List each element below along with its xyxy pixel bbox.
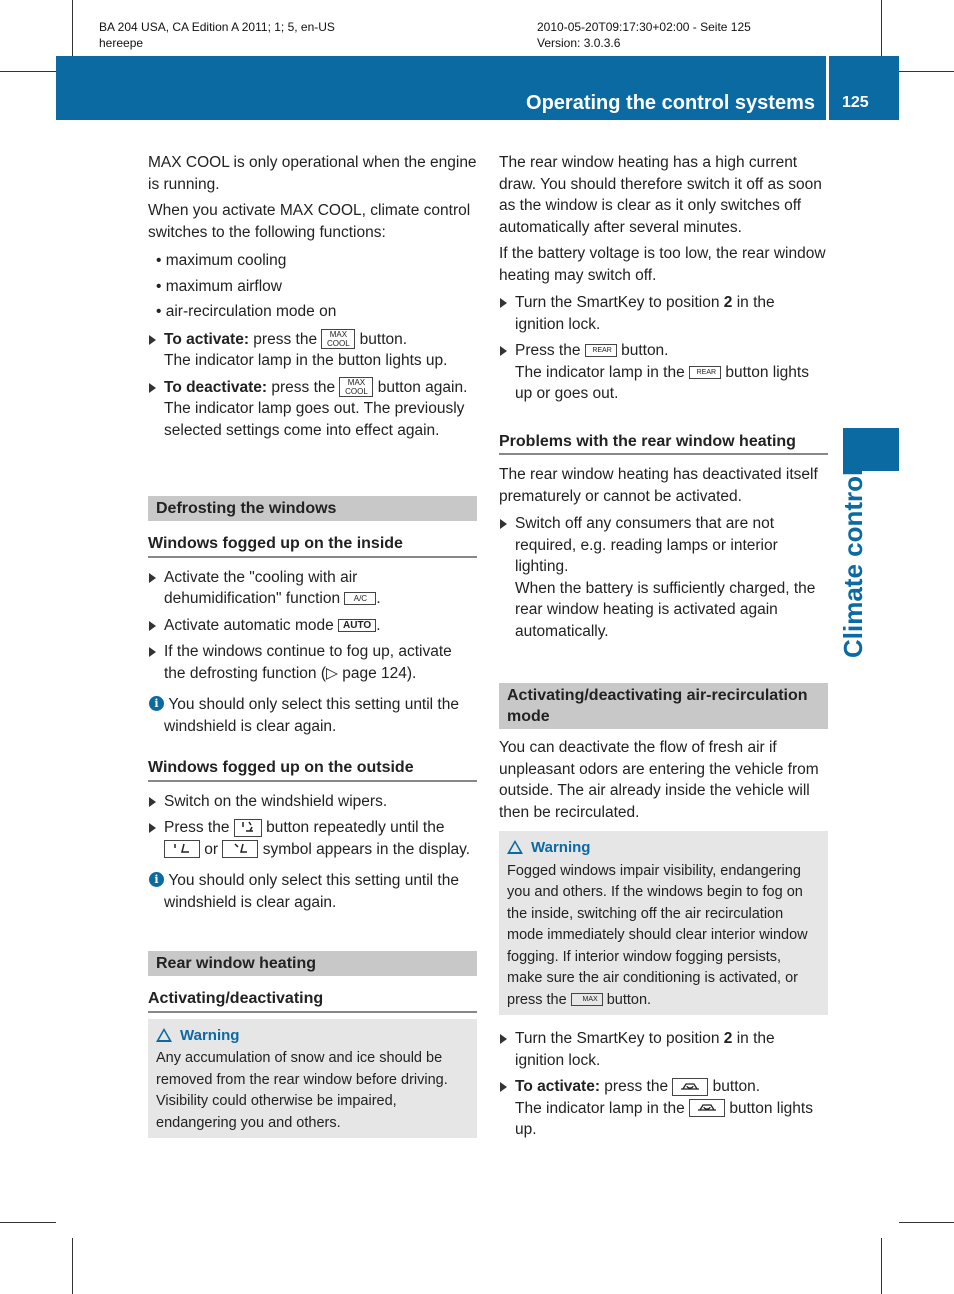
- recirculation-glyph: [696, 1101, 718, 1113]
- print-meta-right: [537, 19, 751, 51]
- subheading-problems: Problems with the rear window heating: [499, 431, 828, 456]
- list-item-text: maximum cooling: [165, 252, 287, 269]
- right-column: [499, 152, 828, 1146]
- step-text: Activate the "cooling with air dehumidification" function: [164, 568, 358, 607]
- meta-right-line2: Version: 3.0.3.6: [537, 36, 621, 50]
- subheading-activating: Activating/deactivating: [148, 988, 477, 1013]
- airflow-windshield-icon: [164, 840, 200, 858]
- list-item-text: maximum airflow: [165, 277, 282, 295]
- step-text: press the: [267, 378, 340, 396]
- crop-mark: [899, 71, 954, 72]
- info-note: [148, 694, 477, 737]
- list-item-text: air-recirculation mode on: [165, 303, 337, 320]
- warning-icon: [156, 1028, 172, 1042]
- info-icon: i: [149, 696, 164, 711]
- warning-title: Warning: [531, 839, 591, 856]
- step: [499, 292, 828, 335]
- paragraph: The rear window heating has a high current draw. You should therefore switch it off as soon as the window is clear as it only switches off automatically after several minutes.: [499, 154, 822, 236]
- step-label: To activate:: [164, 330, 249, 348]
- step-text: Turn the SmartKey to position: [515, 1030, 724, 1047]
- meta-left-line1: BA 204 USA, CA Edition A 2011; 1; 5, en-US: [99, 20, 335, 34]
- step: [148, 817, 477, 860]
- step-text: Switch on the windshield wipers.: [164, 792, 388, 810]
- max-cool-key-icon: MAX COOL: [339, 377, 373, 397]
- step-text: Press the: [164, 819, 234, 836]
- max-cool-key-icon: MAX COOL: [321, 329, 355, 349]
- crop-mark: [881, 0, 882, 56]
- subheading-inside: Windows fogged up on the inside: [148, 533, 477, 558]
- step-result: When the battery is sufficiently charged, the rear window heating is activated again automatically.: [515, 579, 816, 640]
- step: [148, 641, 477, 684]
- left-column: [148, 152, 477, 1138]
- step-text: button.: [355, 330, 408, 348]
- step-text: symbol appears in the display.: [258, 840, 471, 858]
- list-item: • air-recirculation mode on: [156, 303, 337, 320]
- page-title: Operating the control systems: [526, 92, 815, 114]
- section-heading-defrosting: Defrosting the windows: [148, 496, 477, 521]
- header-divider: [826, 56, 829, 120]
- airflow-glyph: [230, 842, 250, 854]
- step-text: button.: [708, 1078, 761, 1095]
- airflow-windshield-footwell-icon: [222, 840, 258, 858]
- header-bar: [56, 56, 899, 120]
- recirculation-key-icon: [689, 1099, 725, 1117]
- warning-title: Warning: [180, 1026, 240, 1044]
- step-activate: [148, 329, 477, 372]
- recirculation-glyph: [679, 1080, 701, 1092]
- air-distribution-key-icon: [234, 819, 262, 837]
- step-label: To activate:: [515, 1078, 600, 1095]
- warning-text: [507, 861, 820, 1012]
- info-text: You should only select this setting until the windshield is clear again.: [164, 696, 459, 735]
- paragraph: The rear window heating has deactivated itself prematurely or cannot be activated.: [499, 466, 818, 505]
- paragraph: If the battery voltage is too low, the rear window heating may switch off.: [499, 245, 826, 284]
- chapter-label: Climate control: [838, 468, 868, 658]
- crop-mark: [72, 1238, 73, 1294]
- step-result: button lights up.: [515, 1099, 813, 1138]
- step-label: To deactivate:: [164, 378, 268, 396]
- paragraph: When you activate MAX COOL, climate control switches to the following functions:: [148, 202, 471, 241]
- step-text: Switch off any consumers that are not required, e.g. reading lamps or interior lighting.: [515, 515, 778, 575]
- crop-mark: [0, 71, 56, 72]
- chapter-tab: [843, 428, 899, 471]
- step-deactivate: [148, 377, 477, 442]
- step: [499, 340, 828, 405]
- warning-heading: [507, 837, 820, 859]
- step-text: If the windows continue to fog up, activate the defrosting function (▷ page 124).: [164, 643, 452, 682]
- recirculation-key-icon: [672, 1078, 708, 1096]
- step-result: The indicator lamp in the: [515, 1099, 690, 1117]
- air-distribution-glyph: [240, 821, 256, 833]
- warning-text-part: button.: [602, 991, 652, 1008]
- step-text: Activate automatic mode: [164, 616, 339, 634]
- step-text: .: [376, 616, 381, 634]
- section-heading-rear-window: Rear window heating: [148, 951, 477, 976]
- step: [148, 567, 477, 610]
- step-result: The indicator lamp in the button lights up.: [164, 352, 448, 369]
- step: [148, 615, 477, 637]
- step-result: button lights up or goes out.: [515, 363, 809, 402]
- page-number: 125: [842, 94, 869, 111]
- warning-text-part: Fogged windows impair visibility, endangering you and others. If the windows begin to fog on the inside, switching off the air recirculation mode immediately should clear interior window fogging. If interior window fogging persists, make sure the air conditioning is activated, or press the: [507, 862, 808, 1008]
- crop-mark: [72, 0, 73, 56]
- step-text: button again.: [373, 378, 468, 396]
- step-text: Press the: [515, 342, 585, 359]
- step-text: button repeatedly until the: [261, 819, 445, 836]
- auto-key-icon: AUTO: [338, 619, 376, 632]
- warning-box: [148, 1019, 477, 1139]
- warning-icon: [507, 840, 523, 854]
- paragraph: You can deactivate the flow of fresh air if unpleasant odors are entering the vehicle from outside. The air already inside the vehicle will then be recirculated.: [499, 739, 819, 821]
- crop-mark: [0, 1222, 56, 1223]
- max-defrost-key-icon: MAX: [571, 993, 603, 1006]
- crop-mark: [899, 1222, 954, 1223]
- step-text: or: [200, 840, 223, 858]
- position-number: 2: [723, 294, 733, 311]
- ac-key-icon: A/C: [344, 592, 376, 605]
- warning-heading: [156, 1025, 469, 1047]
- section-heading-recirculation: Activating/deactivating air-recirculation mode: [499, 683, 828, 729]
- step-text: in the ignition lock.: [515, 294, 775, 333]
- step: [499, 513, 828, 642]
- position-number: 2: [723, 1030, 733, 1047]
- step-text: Turn the SmartKey to position: [515, 294, 724, 311]
- step-text: .: [376, 590, 381, 607]
- print-meta-left: [99, 19, 335, 51]
- info-text: You should only select this setting until the windshield is clear again.: [164, 872, 459, 911]
- warning-box: [499, 831, 828, 1015]
- step-text: button.: [616, 342, 669, 359]
- subheading-outside: Windows fogged up on the outside: [148, 757, 477, 782]
- list-item: • maximum cooling: [156, 252, 287, 269]
- rear-window-heating-key-icon: REAR: [689, 366, 721, 379]
- step-text: press the: [600, 1078, 673, 1095]
- step-result: The indicator lamp in the: [515, 363, 690, 381]
- step-text: press the: [249, 330, 322, 348]
- rear-window-heating-key-icon: REAR: [585, 344, 617, 357]
- step-text: in the ignition lock.: [515, 1030, 775, 1069]
- info-icon: i: [149, 872, 164, 887]
- info-note: [148, 870, 477, 913]
- crop-mark: [881, 1238, 882, 1294]
- list-item: • maximum airflow: [156, 277, 282, 295]
- meta-left-line2: hereepe: [99, 36, 144, 50]
- step: [499, 1028, 828, 1071]
- meta-right-line1: 2010-05-20T09:17:30+02:00 - Seite 125: [537, 20, 751, 34]
- warning-text: Any accumulation of snow and ice should be removed from the rear window before driving. Visibility could otherwise be impaired, endangering you and others.: [156, 1050, 448, 1131]
- paragraph: MAX COOL is only operational when the engine is running.: [148, 154, 477, 193]
- airflow-glyph: [172, 842, 192, 854]
- step: [148, 791, 477, 813]
- step-activate-recirculation: [499, 1076, 828, 1141]
- step-result: The indicator lamp goes out. The previously selected settings come into effect again.: [164, 400, 465, 439]
